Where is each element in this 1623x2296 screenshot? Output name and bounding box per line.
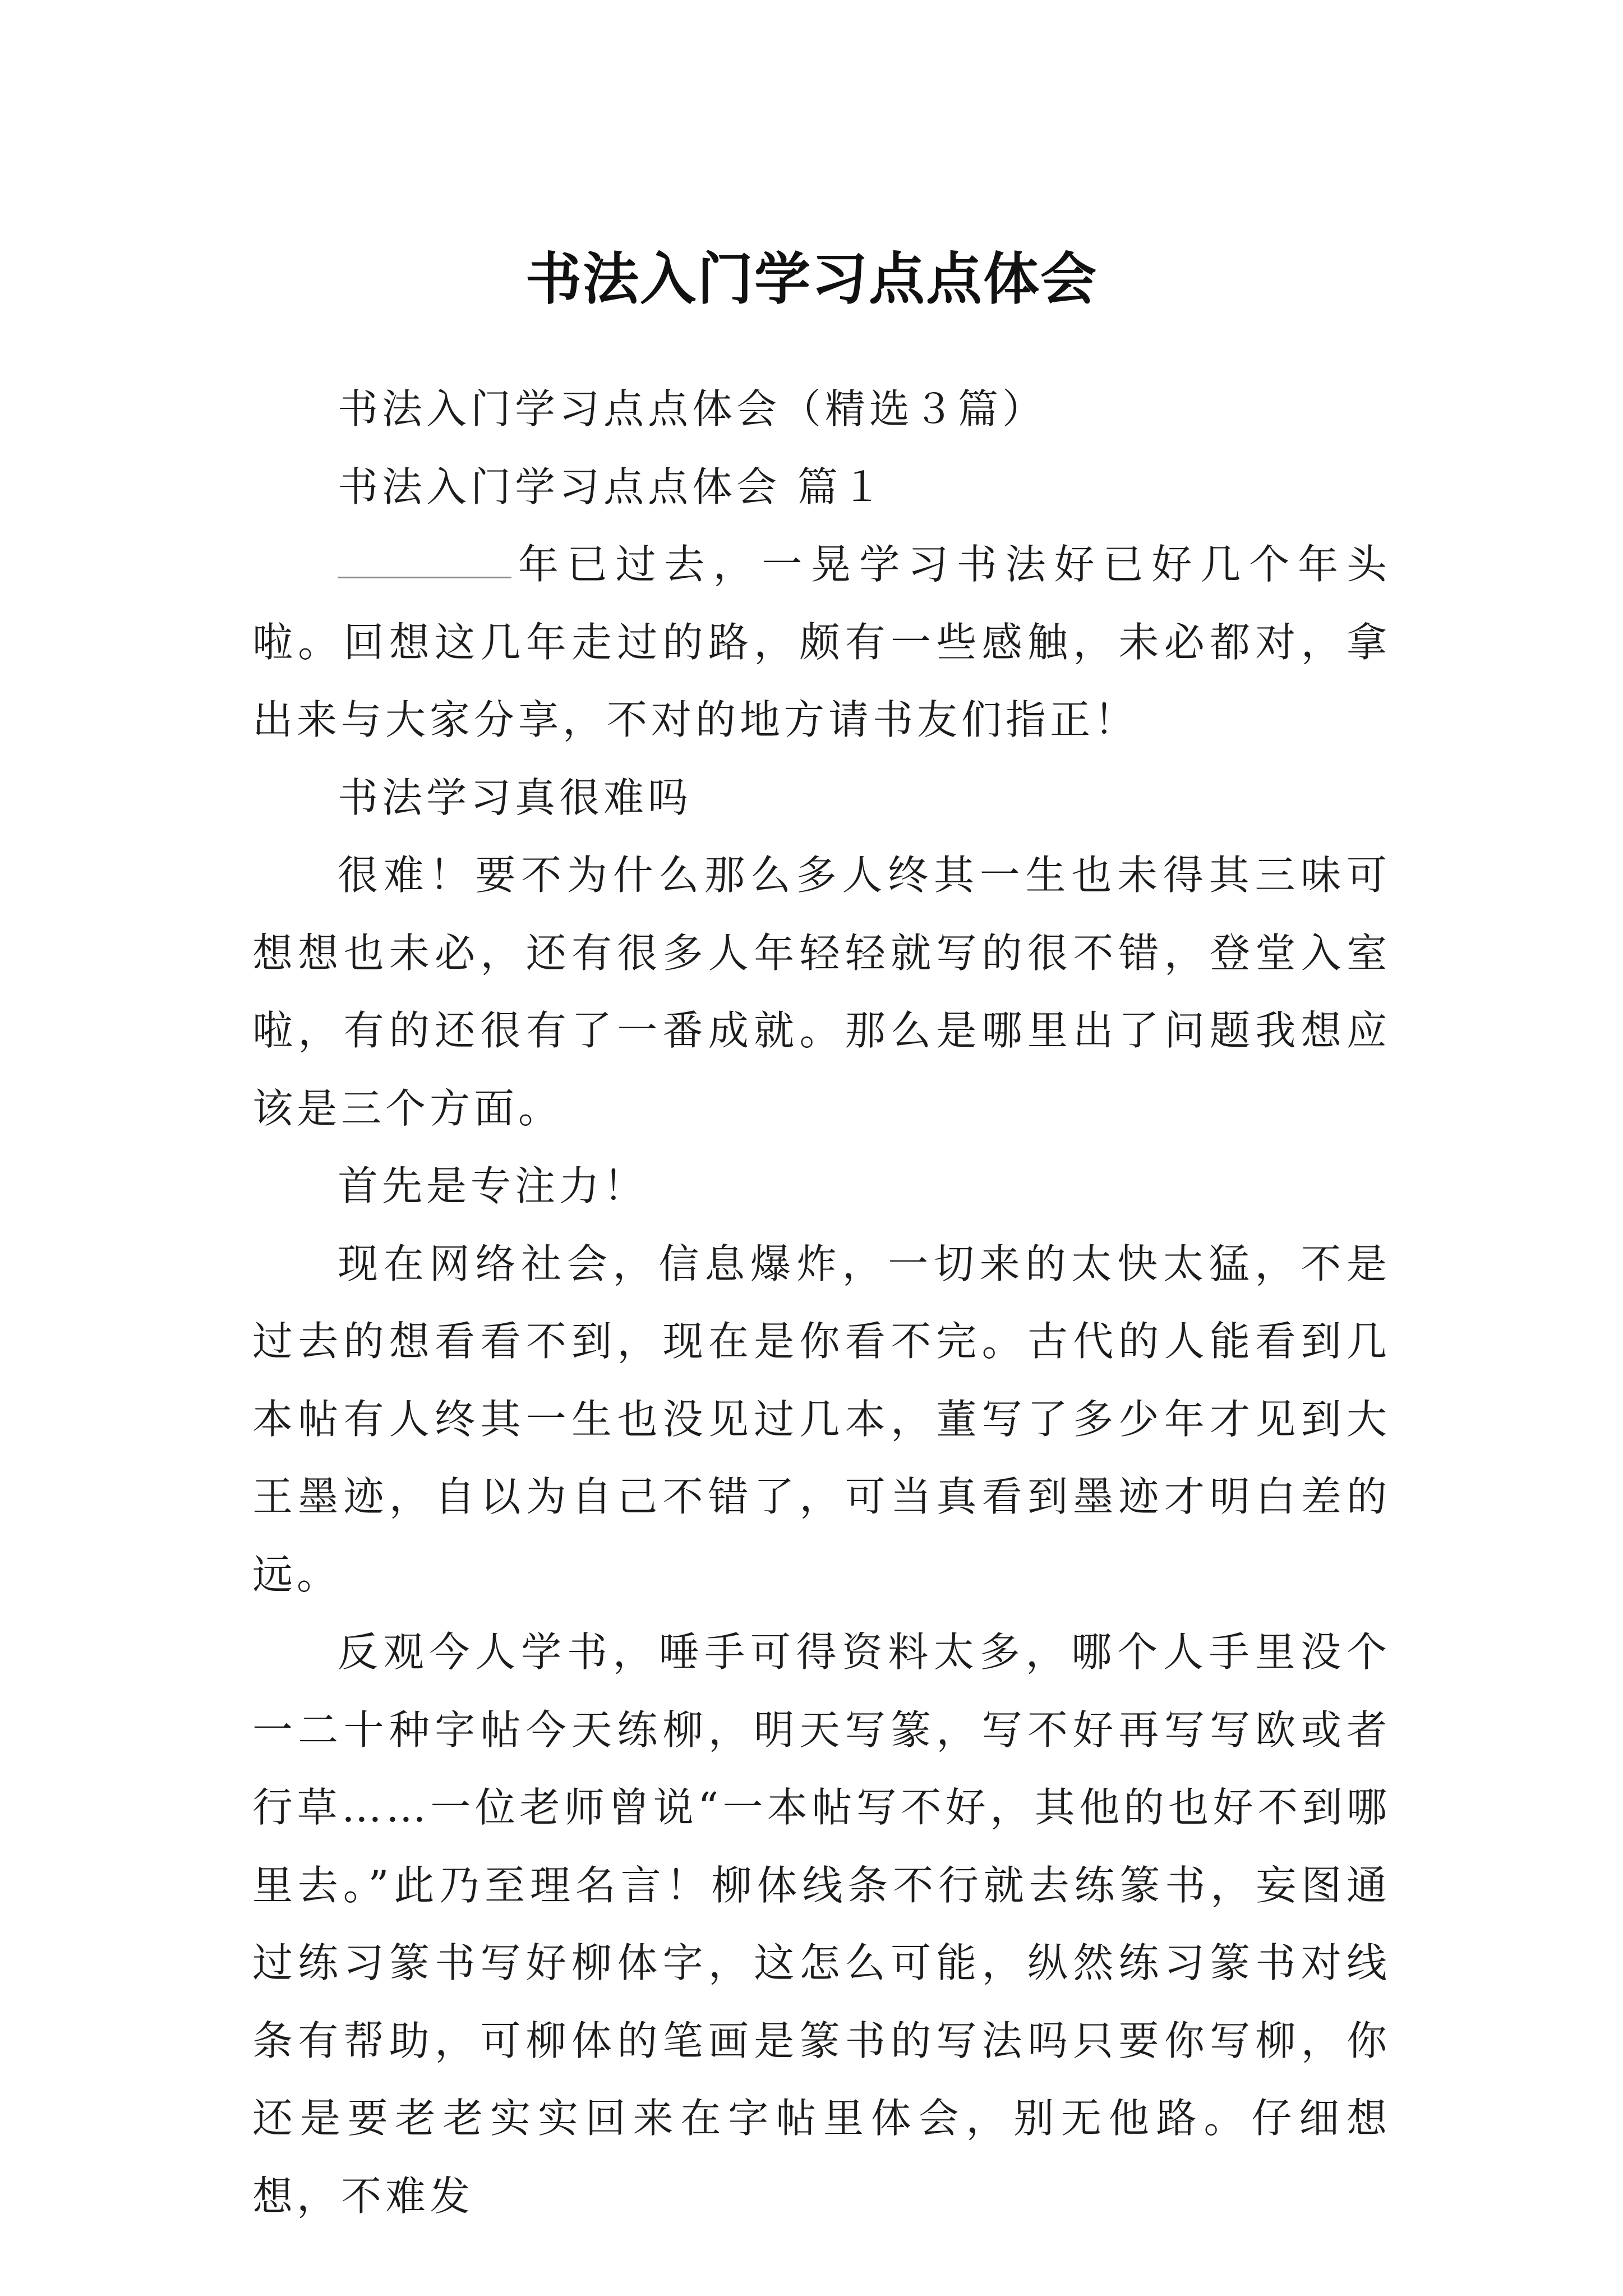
fill-in-blank <box>338 532 511 578</box>
section-heading: 书法入门学习点点体会 篇１ <box>338 463 886 510</box>
paragraph-difficulty: 很难！要不为什么那么多人终其一生也未得其三味可想想也未必，还有很多人年轻轻就写的很不错，登堂入室啦，有的还很有了一番成就。那么是哪里出了问题我想应该是三个方面。 <box>252 852 1391 1132</box>
document-body <box>252 370 1391 2235</box>
paragraph-today: 反观今人学书，唾手可得资料太多，哪个人手里没个一二十种字帖今天练柳，明天写篆，写不好再写写欧或者行草……一位老师曾说“一本帖写不好，其他的也好不到哪里去。”此乃至理名言！柳体线条不行就去练篆书，妄图通过练习篆书写好柳体字，这怎么可能，纵然练习篆书对线条有帮助，可柳体的笔画是篆书的写法吗只要你写柳，你还是要老老实实回来在字帖里体会，别无他路。仔细想想，不难发 <box>252 1628 1391 2220</box>
document-title: 书法入门学习点点体会 <box>525 246 1098 312</box>
paragraph-network: 现在网络社会，信息爆炸，一切来的太快太猛，不是过去的想看看不到，现在是你看不完。古代的人能看到几本帖有人终其一生也没见过几本，董写了多少年才见到大王墨迹，自以为自己不错了，可当真看到墨迹才明白差的远。 <box>252 1240 1391 1598</box>
question-heading: 书法学习真很难吗 <box>338 774 693 821</box>
intro-paragraph <box>252 526 1391 759</box>
subtitle: 书法入门学习点点体会（精选３篇） <box>338 385 1047 432</box>
point-one-heading: 首先是专注力！ <box>338 1162 648 1209</box>
intro-paragraph-text: 年已过去，一晃学习书法好已好几个年头啦。回想这几年走过的路，颇有一些感触，未必都对，拿出来与大家分享，不对的地方请书友们指正！ <box>252 541 1391 743</box>
